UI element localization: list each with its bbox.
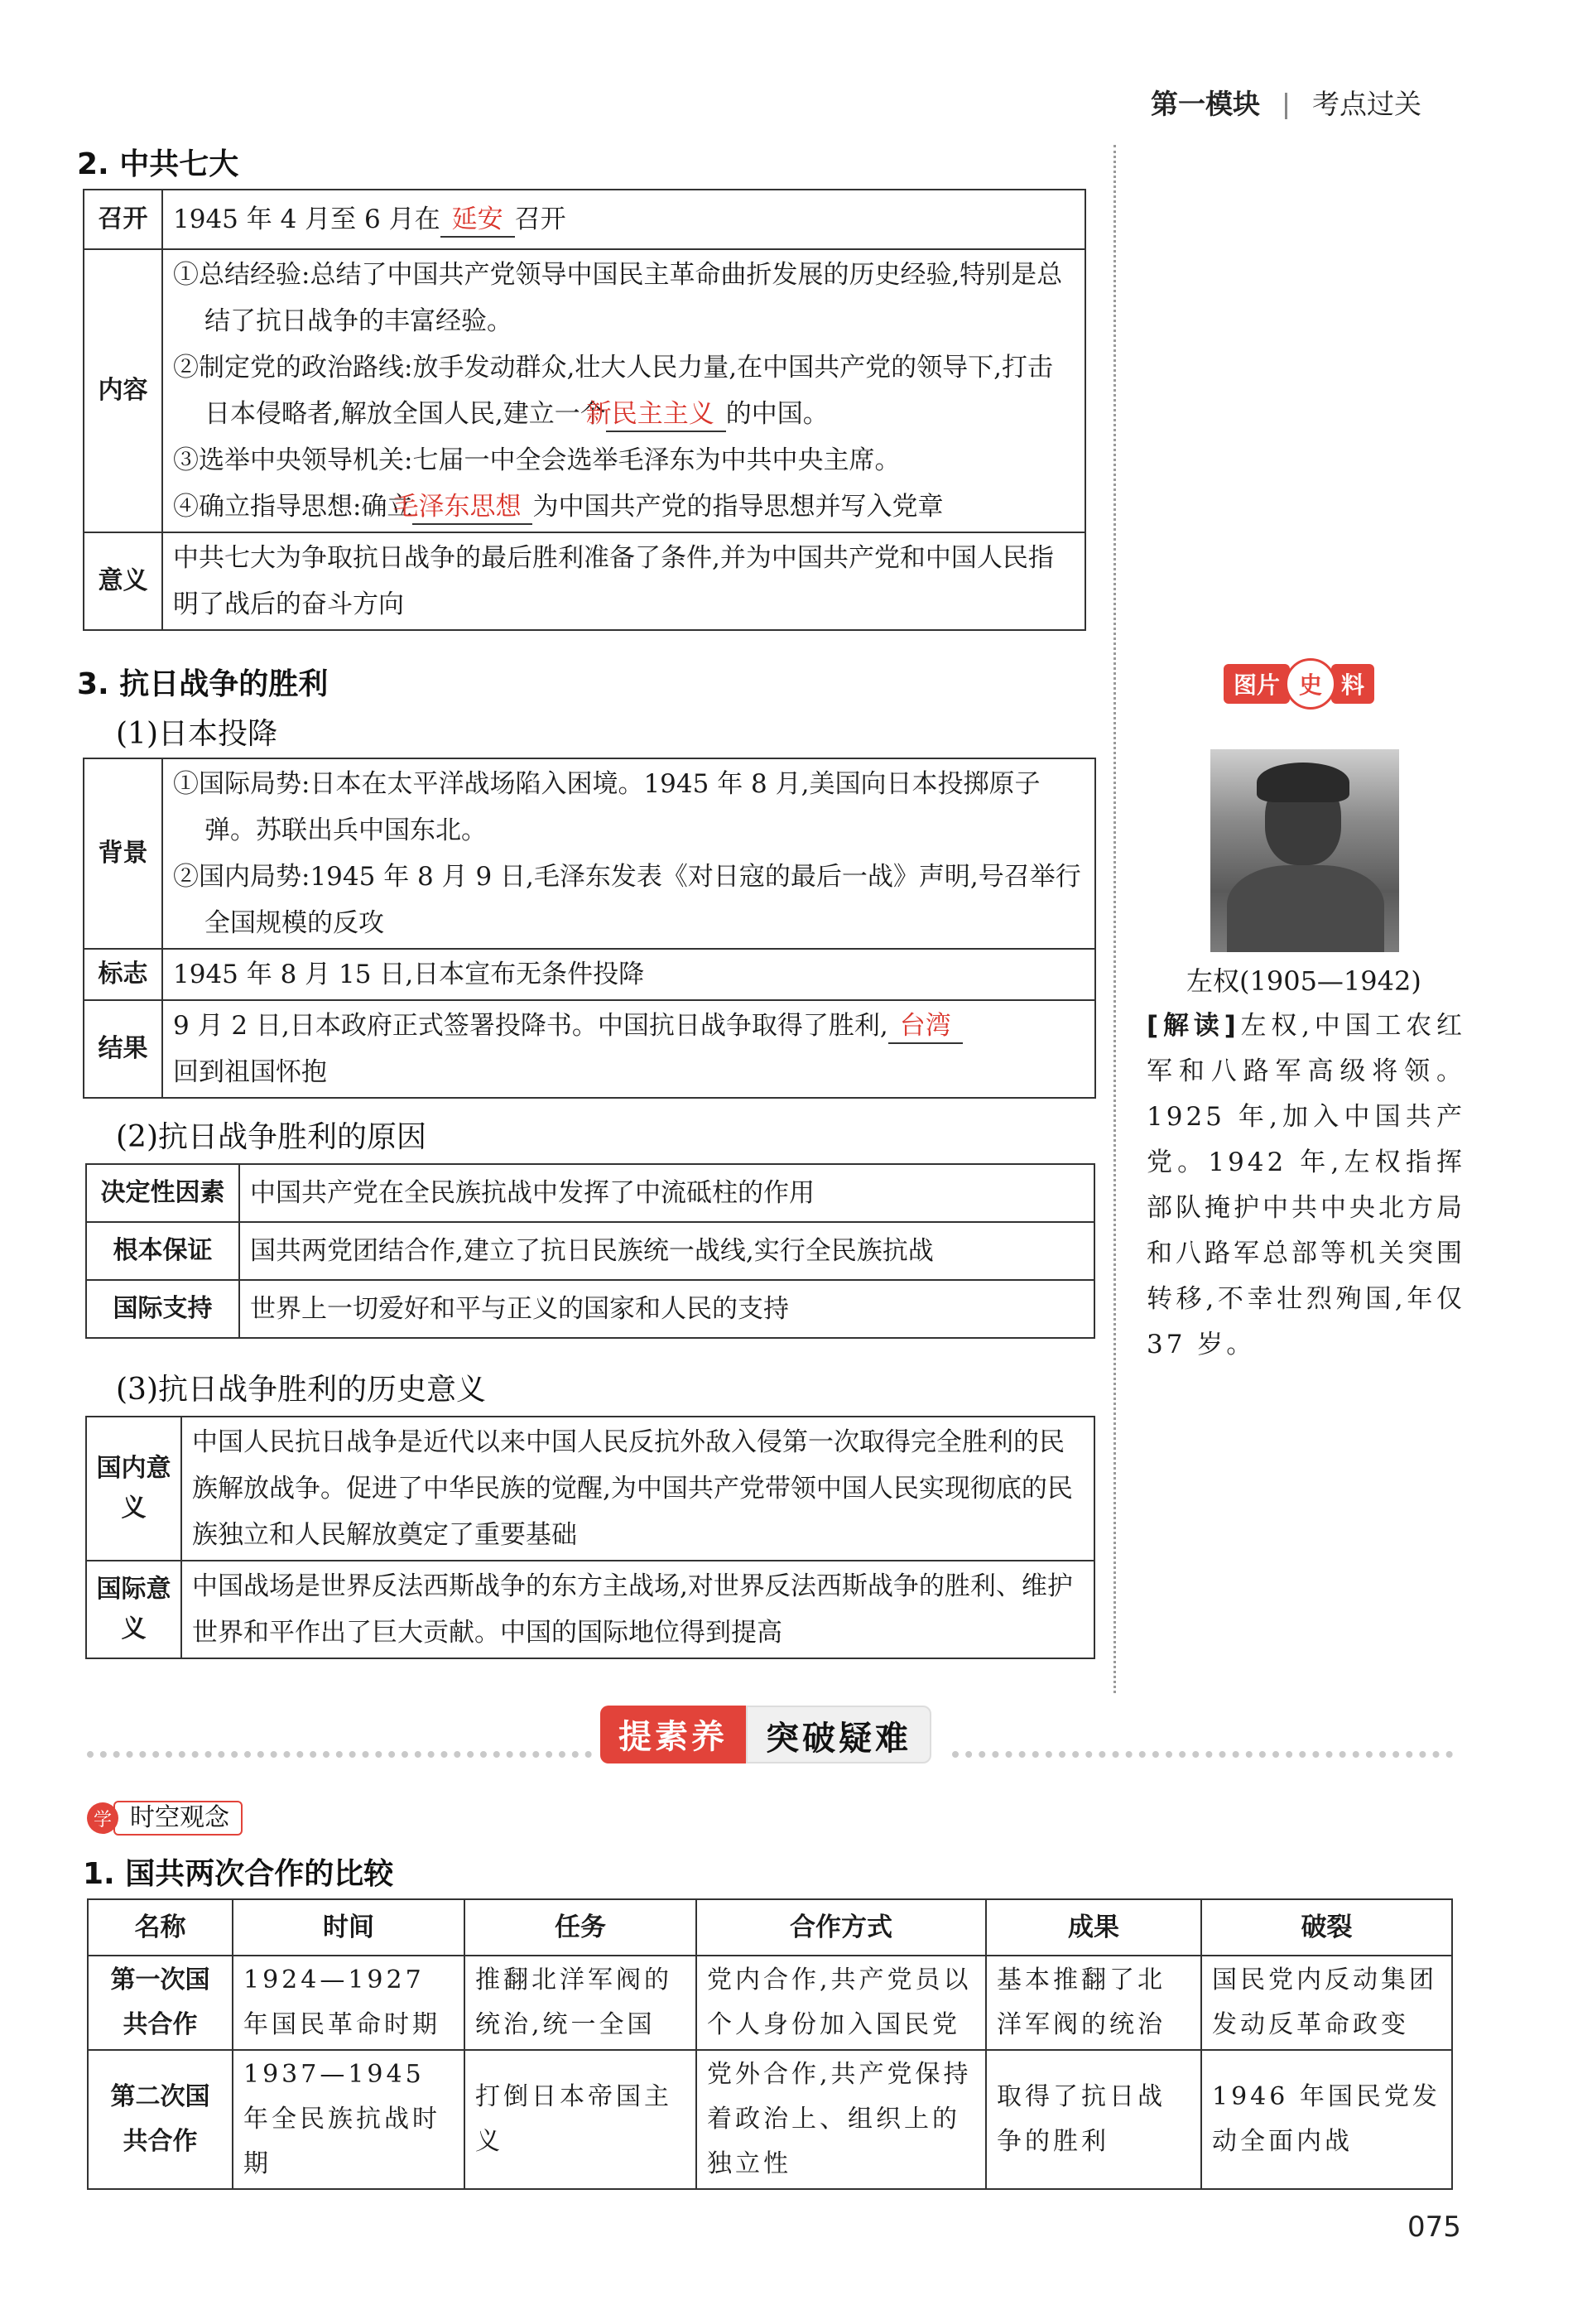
cell-result: 基本推翻了北洋军阀的统治 <box>986 1956 1201 2050</box>
page-header <box>1151 83 1421 122</box>
row-content-convene <box>162 190 1085 249</box>
row-label-international: 国际意义 <box>86 1561 181 1658</box>
table-row <box>84 1000 1095 1098</box>
table-row <box>84 532 1085 630</box>
content-item-1: ①总结经验:总结了中国共产党领导中国民主革命曲折发展的历史经验,特别是总结了抗日战争的丰富经验。 <box>173 260 1063 336</box>
interpretation-tag: [解读] <box>1147 1011 1239 1041</box>
answer-blank: 新民主主义 <box>606 397 726 432</box>
answer-blank: 延安 <box>440 203 515 238</box>
row-label-background: 背景 <box>84 758 162 949</box>
victory-reasons-table <box>85 1163 1095 1339</box>
result-text-end: 回到祖国怀抱 <box>173 1057 327 1087</box>
row-content-content <box>162 249 1085 532</box>
column-header: 时间 <box>233 1899 464 1956</box>
cell-rupture: 国民党内反动集团发动反革命政变 <box>1201 1956 1452 2050</box>
row-content-background <box>162 758 1095 949</box>
section-title-cpc-7th-congress: 2. 中共七大 <box>77 147 239 181</box>
cell-task: 打倒日本帝国主义 <box>464 2050 696 2189</box>
header-separator <box>1285 93 1287 119</box>
content-item-4 <box>173 484 1075 530</box>
column-header: 合作方式 <box>696 1899 986 1956</box>
content-item-3: ③选举中央领导机关:七届一中全会选举毛泽东为中共中央主席。 <box>173 445 901 475</box>
content-item-4-text: ④确立指导思想:确立 <box>173 492 413 522</box>
cell-time: 1937—1945 年全民族抗战时期 <box>233 2050 464 2189</box>
section-banner <box>600 1706 931 1763</box>
spacetime-tag <box>87 1801 243 1836</box>
row-content-sign: 1945 年 8 月 15 日,日本宣布无条件投降 <box>162 949 1095 1000</box>
table-row <box>86 1164 1094 1222</box>
row-label-convene: 召开 <box>84 190 162 249</box>
row-label-significance: 意义 <box>84 532 162 630</box>
cpc-7th-congress-table <box>83 189 1086 631</box>
row-content-result <box>162 1000 1095 1098</box>
table-row <box>84 190 1085 249</box>
cell-name: 第二次国共合作 <box>88 2050 233 2189</box>
answer-blank: 毛泽东思想 <box>412 490 532 525</box>
portrait-photo <box>1210 749 1399 952</box>
reason-label: 决定性因素 <box>86 1164 239 1222</box>
cell-mode: 党内合作,共产党员以个人身份加入国民党 <box>696 1956 986 2050</box>
table-row <box>86 1280 1094 1338</box>
convene-text: 1945 年 4 月至 6 月在 <box>173 204 440 234</box>
subsection-significance: (3)抗日战争胜利的历史意义 <box>116 1373 486 1407</box>
spacetime-label: 时空观念 <box>113 1801 243 1836</box>
photo-figure-body <box>1227 865 1384 952</box>
row-label-content: 内容 <box>84 249 162 532</box>
row-content-domestic: 中国人民抗日战争是近代以来中国人民反抗外敌入侵第一次取得完全胜利的民族解放战争。促进了中华民族的觉醒,为中国共产党带领中国人民实现彻底的民族独立和人民解放奠定了重要基础 <box>181 1417 1094 1561</box>
background-item-2: ②国内局势:1945 年 8 月 9 日,毛泽东发表《对日寇的最后一战》声明,号召举行全国规模的反攻 <box>173 862 1081 938</box>
content-item-2-end: 的中国。 <box>725 399 829 429</box>
photo-caption: 左权(1905—1942) <box>1186 965 1421 997</box>
table-row <box>88 1956 1452 2050</box>
cell-mode: 党外合作,共产党保持着政治上、组织上的独立性 <box>696 2050 986 2189</box>
banner-line-right <box>952 1751 1453 1758</box>
reason-text: 国共两党团结合作,建立了抗日民族统一战线,实行全民族抗战 <box>239 1222 1094 1280</box>
badge-circle: 史 <box>1285 658 1336 710</box>
table-row <box>86 1561 1094 1658</box>
reason-text: 世界上一切爱好和平与正义的国家和人民的支持 <box>239 1280 1094 1338</box>
image-material-badge <box>1224 662 1374 705</box>
table-row <box>84 949 1095 1000</box>
victory-significance-table <box>85 1416 1095 1659</box>
table-row <box>86 1222 1094 1280</box>
cell-task: 推翻北洋军阀的统治,统一全国 <box>464 1956 696 2050</box>
cell-name: 第一次国共合作 <box>88 1956 233 2050</box>
answer-blank: 台湾 <box>888 1009 963 1044</box>
background-item-1: ①国际局势:日本在太平洋战场陷入困境。1945 年 8 月,美国向日本投掷原子弹。苏联出兵中国东北。 <box>173 769 1041 845</box>
banner-line-left <box>87 1751 592 1758</box>
column-header: 名称 <box>88 1899 233 1956</box>
table-header-row <box>88 1899 1452 1956</box>
section-title-victory: 3. 抗日战争的胜利 <box>77 667 329 701</box>
page-number: 075 <box>1407 2211 1461 2244</box>
section-title-cooperation: 1. 国共两次合作的比较 <box>83 1857 394 1891</box>
interpretation-text: 左权,中国工农红军和八路军高级将领。1925 年,加入中国共产党。1942 年,左权指挥部队掩护中共中央北方局和八路军总部等机关突围转移,不幸壮烈殉国,年仅 37 岁。 <box>1147 1011 1466 1359</box>
study-icon: 学 <box>87 1802 118 1834</box>
subsection-reasons: (2)抗日战争胜利的原因 <box>116 1120 426 1154</box>
row-label-sign: 标志 <box>84 949 162 1000</box>
cell-result: 取得了抗日战争的胜利 <box>986 2050 1201 2189</box>
photo-figure-cap <box>1257 763 1349 802</box>
column-divider <box>1113 145 1116 1693</box>
table-row <box>84 758 1095 949</box>
reason-label: 根本保证 <box>86 1222 239 1280</box>
cooperation-comparison-table <box>87 1898 1453 2190</box>
column-header: 成果 <box>986 1899 1201 1956</box>
header-section: 考点过关 <box>1312 88 1421 120</box>
subsection-japan-surrender: (1)日本投降 <box>116 717 277 751</box>
cell-rupture: 1946 年国民党发动全面内战 <box>1201 2050 1452 2189</box>
table-row <box>86 1417 1094 1561</box>
table-row <box>84 249 1085 532</box>
reason-label: 国际支持 <box>86 1280 239 1338</box>
row-label-domestic: 国内意义 <box>86 1417 181 1561</box>
sidebar-interpretation <box>1147 1003 1465 1368</box>
badge-right: 料 <box>1331 664 1374 704</box>
table-row <box>88 2050 1452 2189</box>
content-item-4-end: 为中国共产党的指导思想并写入党章 <box>532 492 944 522</box>
row-content-significance: 中共七大为争取抗日战争的最后胜利准备了条件,并为中国共产党和中国人民指明了战后的奋斗方向 <box>162 532 1085 630</box>
content-item-2 <box>173 344 1075 437</box>
cell-time: 1924—1927 年国民革命时期 <box>233 1956 464 2050</box>
content-item-2-text: ②制定党的政治路线:放手发动群众,壮大人民力量,在中国共产党的领导下,打击日本侵略者,解放全国人民,建立一个 <box>173 353 1054 429</box>
row-content-international: 中国战场是世界反法西斯战争的东方主战场,对世界反法西斯战争的胜利、维护世界和平作出了巨大贡献。中国的国际地位得到提高 <box>181 1561 1094 1658</box>
banner-right: 突破疑难 <box>746 1706 931 1763</box>
result-text: 9 月 2 日,日本政府正式签署投降书。中国抗日战争取得了胜利, <box>173 1011 888 1041</box>
reason-text: 中国共产党在全民族抗战中发挥了中流砥柱的作用 <box>239 1164 1094 1222</box>
badge-left: 图片 <box>1224 664 1290 704</box>
banner-left: 提素养 <box>600 1706 746 1763</box>
column-header: 破裂 <box>1201 1899 1452 1956</box>
header-module: 第一模块 <box>1151 88 1260 120</box>
column-header: 任务 <box>464 1899 696 1956</box>
japan-surrender-table <box>83 758 1096 1099</box>
convene-text-end: 召开 <box>514 204 566 234</box>
row-label-result: 结果 <box>84 1000 162 1098</box>
